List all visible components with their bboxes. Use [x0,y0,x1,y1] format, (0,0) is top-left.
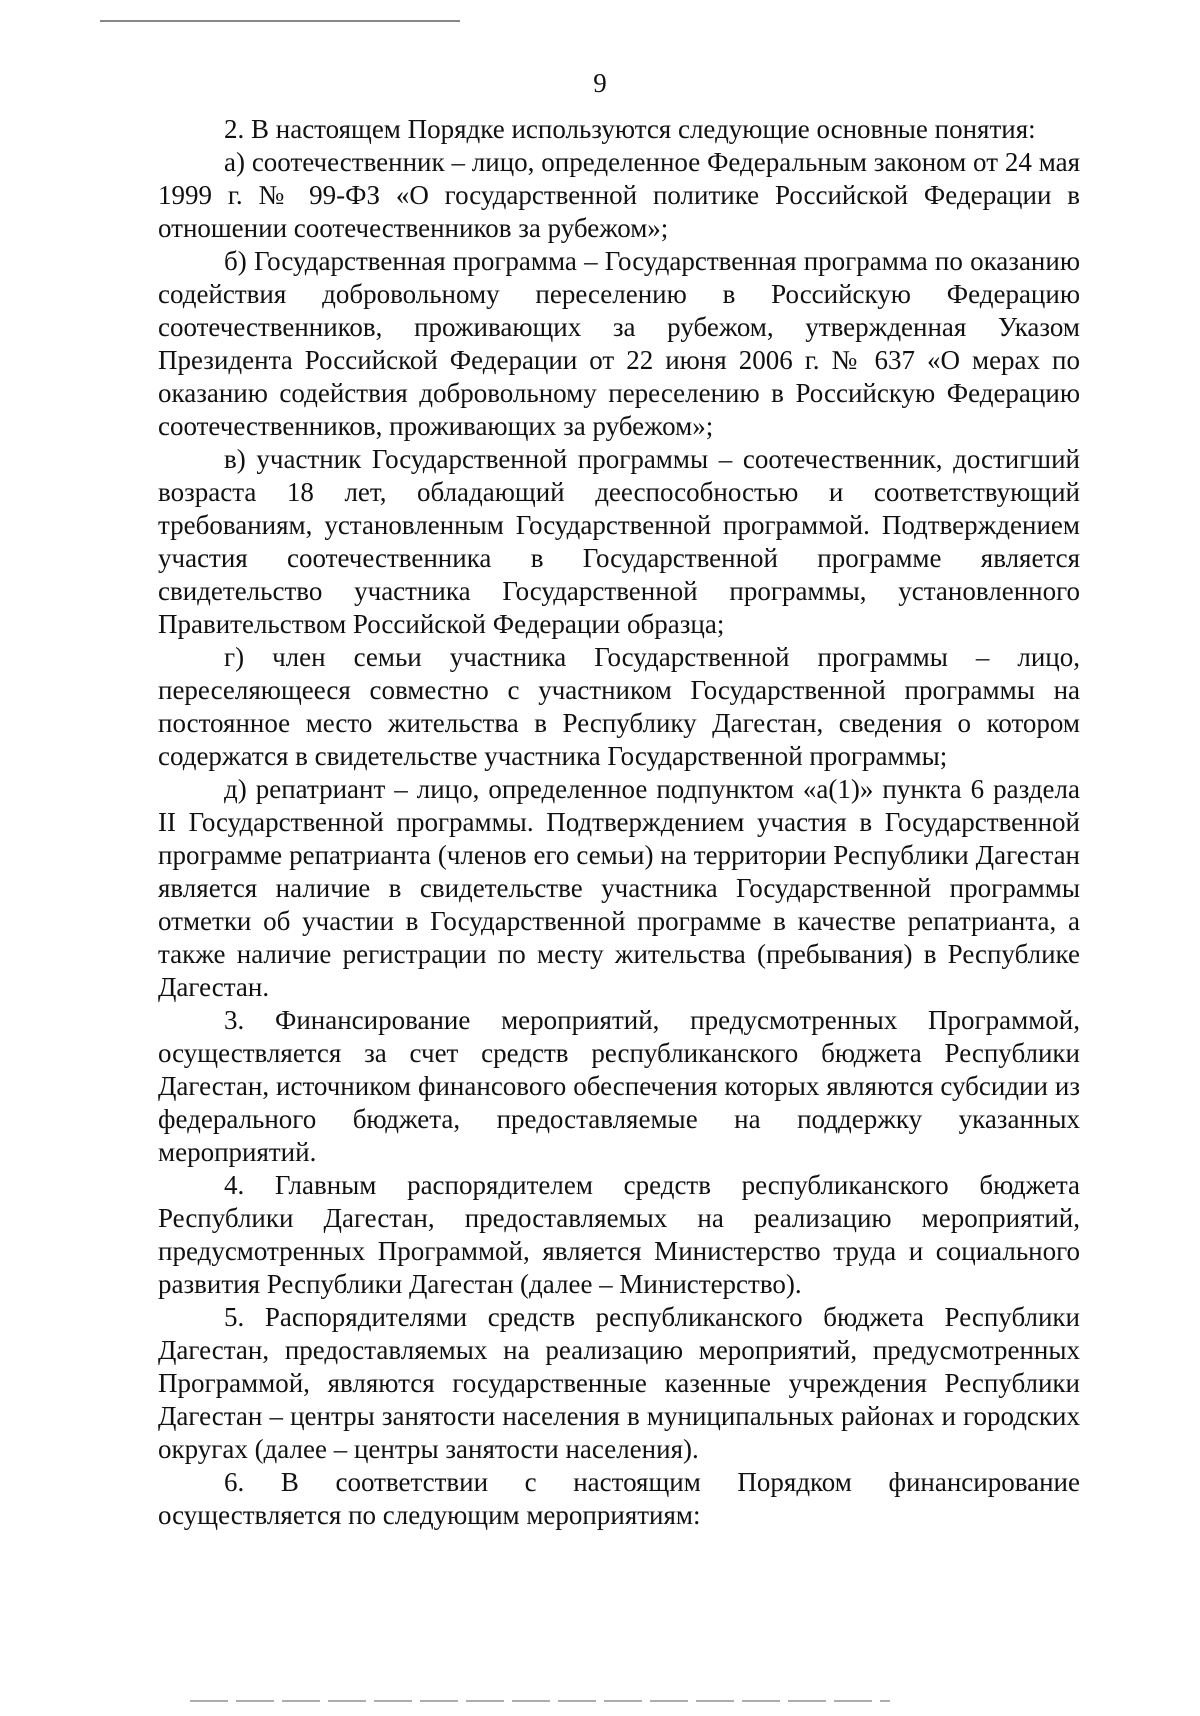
paragraph-2g-family-member: г) член семьи участника Государственной программы – лицо, переселяющееся совместно с участником Государственной программы на постоянное место жительства в Республику Дагестан, сведения о котором содержатся в свидетельстве участника Государственной программы; [158,642,1080,771]
paragraph-2v-program-participant: в) участник Государственной программы – соотечественник, достигший возраста 18 лет, обладающий дееспособностью и соответствующий требованиям, установленным Государственной программой. Подтверждением участия соотечественника в Государственной программе является свидетельство участника Государственной программы, установленного Правительством Российской Федерации образца; [158,444,1080,639]
paragraph-3-financing: 3. Финансирование мероприятий, предусмотренных Программой, осуществляется за счет средств республиканского бюджета Республики Дагестан, источником финансового обеспечения которых являются субсидии из федерального бюджета, предоставляемые на поддержку указанных мероприятий. [158,1005,1080,1167]
scan-edge-line-top [100,20,460,22]
paragraph-2d-repatriate: д) репатриант – лицо, определенное подпунктом «а(1)» пункта 6 раздела II Государственной программы. Подтверждением участия в Государственной программе репатрианта (членов его семьи) на территории Республики Дагестан является наличие в свидетельстве участника Государственной программы отметки об участии в Государственной программе в качестве репатрианта, а также наличие регистрации по месту жительства (пребывания) в Республике Дагестан. [158,774,1080,1002]
paragraph-4-main-administrator: 4. Главным распорядителем средств республиканского бюджета Республики Дагестан, предоставляемых на реализацию мероприятий, предусмотренных Программой, является Министерство труда и социального развития Республики Дагестан (далее – Министерство). [158,1170,1080,1299]
scan-edge-line-bottom [190,1700,890,1702]
paragraph-2a-compatriot: а) соотечественник – лицо, определенное Федеральным законом от 24 мая 1999 г. № 99-ФЗ «О государственной политике Российской Федерации в отношении соотечественников за рубежом»; [158,147,1080,243]
page-number: 9 [593,68,607,98]
document-body [158,113,1080,1532]
paragraph-2b-state-program: б) Государственная программа – Государственная программа по оказанию содействия добровольному переселению в Российскую Федерацию соотечественников, проживающих за рубежом, утвержденная Указом Президента Российской Федерации от 22 июня 2006 г. № 637 «О мерах по оказанию содействия добровольному переселению в Российскую Федерацию соотечественников, проживающих за рубежом»; [158,246,1080,441]
paragraph-5-administrators: 5. Распорядителями средств республиканского бюджета Республики Дагестан, предоставляемых на реализацию мероприятий, предусмотренных Программой, являются государственные казенные учреждения Республики Дагестан – центры занятости населения в муниципальных районах и городских округах (далее – центры занятости населения). [158,1302,1080,1464]
paragraph-2-definitions-intro: 2. В настоящем Порядке используются следующие основные понятия: [224,114,1036,144]
paragraph-6-financed-activities: 6. В соответствии с настоящим Порядком финансирование осуществляется по следующим мероприятиям: [158,1467,1080,1530]
